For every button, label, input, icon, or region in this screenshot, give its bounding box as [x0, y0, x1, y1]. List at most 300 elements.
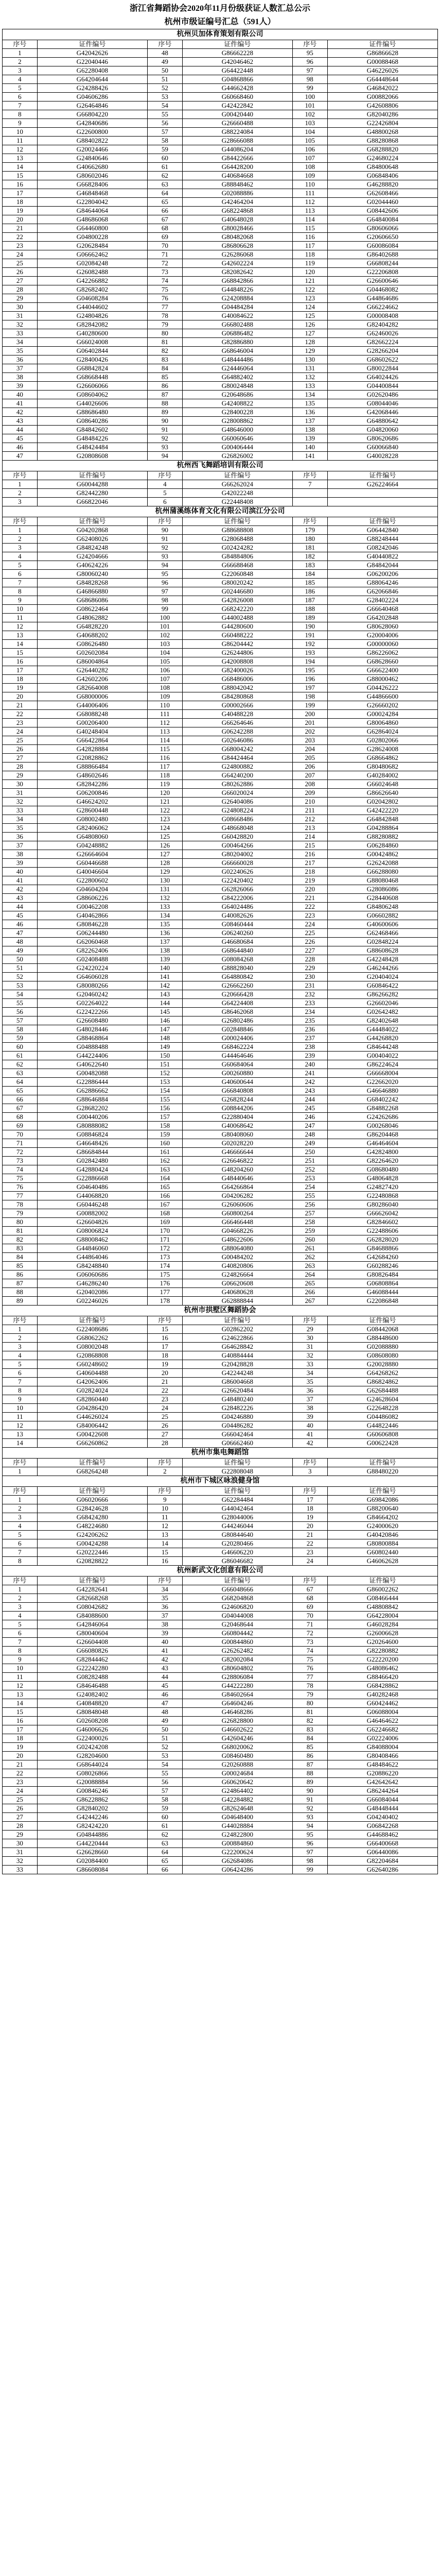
- certificate-number: G28400426: [37, 355, 147, 364]
- row-number: 82: [3, 1235, 38, 1244]
- certificate-number: G42608806: [327, 101, 437, 110]
- certificate-number: G48686068: [37, 215, 147, 224]
- certificate-number: G68224868: [182, 207, 292, 215]
- certificate-number: G08282488: [37, 1673, 147, 1682]
- row-number: 55: [147, 110, 182, 119]
- row-number: 28: [3, 1822, 38, 1831]
- certificate-number: G68424280: [37, 1513, 147, 1522]
- certificate-number: G00846246: [37, 1787, 147, 1795]
- table-row: [3, 480, 438, 489]
- row-number: 34: [147, 1585, 182, 1594]
- certificate-number: G40884444: [182, 1351, 292, 1360]
- certificate-number: G66668004: [327, 1069, 437, 1078]
- certificate-number: G44864686: [327, 294, 437, 303]
- row-number: 5: [3, 561, 38, 570]
- certificate-number: G86228862: [37, 1795, 147, 1804]
- row-number: 36: [3, 833, 38, 841]
- row-number: 116: [147, 754, 182, 762]
- certificate-number: G62888844: [182, 1297, 292, 1306]
- row-number: 215: [292, 841, 327, 850]
- row-number: 31: [3, 312, 38, 320]
- certificate-number: G26404086: [182, 798, 292, 806]
- row-number: 89: [147, 408, 182, 417]
- table-row: [3, 364, 438, 373]
- certificate-number: G80848048: [37, 1708, 147, 1717]
- table-row: [3, 1130, 438, 1139]
- certificate-number: G68462224: [182, 1043, 292, 1052]
- row-number: 80: [292, 1699, 327, 1708]
- certificate-number: G80844640: [182, 1531, 292, 1539]
- certificate-number: G00024284: [327, 710, 437, 719]
- row-number: 79: [3, 1209, 38, 1218]
- table-row: [3, 268, 438, 277]
- table-row: [3, 798, 438, 806]
- certificate-number: G66466448: [182, 1218, 292, 1227]
- row-number: 21: [3, 701, 38, 710]
- certificate-number: G80408466: [327, 1752, 437, 1760]
- row-number: 117: [147, 762, 182, 771]
- row-number: 75: [292, 1655, 327, 1664]
- row-number: 93: [147, 552, 182, 561]
- row-number: 37: [292, 1395, 327, 1404]
- row-number: 105: [292, 137, 327, 145]
- certificate-number: G24606820: [182, 1603, 292, 1612]
- certificate-number: G40028228: [327, 452, 437, 461]
- table-row: [3, 1620, 438, 1629]
- certificate-number: G42828884: [37, 745, 147, 754]
- page-footer: [2, 1874, 438, 1877]
- row-number: 38: [3, 373, 38, 382]
- certificate-number: G04868866: [182, 75, 292, 84]
- table-row: [3, 1594, 438, 1603]
- row-number: 183: [292, 561, 327, 570]
- certificate-number: G22400026: [37, 1734, 147, 1743]
- row-number: 200: [292, 710, 327, 719]
- row-number: 83: [147, 355, 182, 364]
- row-number: 35: [147, 1594, 182, 1603]
- row-number: 137: [147, 938, 182, 946]
- certificate-number: G86806628: [182, 242, 292, 250]
- row-number: 17: [3, 1725, 38, 1734]
- certificate-number: G28482226: [182, 1404, 292, 1413]
- certificate-number: G48062882: [37, 614, 147, 622]
- row-number: 45: [3, 434, 38, 443]
- certificate-number: G24826664: [182, 1270, 292, 1279]
- certificate-number: G88064080: [182, 1244, 292, 1253]
- certificate-number: G22200624: [182, 1848, 292, 1857]
- certificate-number: G80482068: [182, 233, 292, 242]
- row-number: 3: [292, 1467, 327, 1476]
- row-number: 7: [3, 1378, 38, 1386]
- certificate-number: G24288426: [37, 84, 147, 93]
- table-row: [3, 850, 438, 859]
- certificate-number: G24622866: [182, 1334, 292, 1343]
- table-row: [3, 614, 438, 622]
- table-row: [3, 1813, 438, 1822]
- row-number: 120: [147, 789, 182, 798]
- table-row: [3, 207, 438, 215]
- table-row: [3, 1034, 438, 1043]
- row-number: 34: [3, 815, 38, 824]
- table-row: [3, 399, 438, 408]
- certificate-number: G08460480: [182, 1752, 292, 1760]
- certificate-number: G66822046: [37, 498, 147, 506]
- certificate-number: G00882002: [37, 1209, 147, 1218]
- table-row: [3, 920, 438, 929]
- row-number: 47: [3, 452, 38, 461]
- certificate-number: G26082488: [37, 268, 147, 277]
- certificate-number: G86004668: [182, 1378, 292, 1386]
- certificate-number: G64604246: [182, 1699, 292, 1708]
- header-num: 序号: [292, 517, 327, 526]
- certificate-number: G66802488: [182, 320, 292, 329]
- row-number: 74: [292, 1647, 327, 1655]
- table-row: [3, 999, 438, 1008]
- certificate-number: G64422448: [182, 66, 292, 75]
- row-number: 154: [147, 1087, 182, 1095]
- row-number: 40: [3, 868, 38, 876]
- certificate-number: G44822446: [327, 1421, 437, 1430]
- table-row: [3, 1404, 438, 1413]
- row-number: 7: [3, 579, 38, 587]
- row-number: 177: [147, 1288, 182, 1297]
- certificate-number: G40600606: [327, 920, 437, 929]
- certificate-number: G68088248: [37, 710, 147, 719]
- row-number: 50: [147, 66, 182, 75]
- row-number: 13: [147, 1531, 182, 1539]
- certificate-number: G40600644: [182, 1078, 292, 1087]
- table-row: [3, 417, 438, 426]
- table-row: [3, 1699, 438, 1708]
- certificate-number: G26604408: [37, 1638, 147, 1647]
- header-cert: 证件编号: [327, 1487, 437, 1496]
- row-number: 23: [147, 1395, 182, 1404]
- row-number: 167: [147, 1200, 182, 1209]
- row-number: 44: [3, 903, 38, 911]
- row-number: 5: [3, 1620, 38, 1629]
- certificate-number: G82840202: [37, 1804, 147, 1813]
- row-number: 247: [292, 1122, 327, 1130]
- row-number: 21: [292, 1531, 327, 1539]
- certificate-number: G00464266: [182, 841, 292, 850]
- row-number: 259: [292, 1227, 327, 1235]
- row-number: 76: [292, 1664, 327, 1673]
- row-number: 18: [147, 1351, 182, 1360]
- certificate-number: G08846824: [37, 1130, 147, 1139]
- row-number: 150: [147, 1052, 182, 1060]
- row-number: 49: [147, 58, 182, 66]
- certificate-number: G00482088: [37, 1069, 147, 1078]
- certificate-number: G24680224: [327, 154, 437, 163]
- certificate-number: G42422842: [182, 101, 292, 110]
- row-number: 191: [292, 631, 327, 640]
- row-number: 225: [292, 929, 327, 938]
- row-number: 61: [3, 1052, 38, 1060]
- certificate-number: G40084622: [182, 312, 292, 320]
- table-row: [3, 1822, 438, 1831]
- row-number: [292, 489, 327, 498]
- certificate-number: G64448644: [327, 75, 437, 84]
- certificate-number: G22808048: [182, 1467, 292, 1476]
- row-number: 3: [3, 1513, 38, 1522]
- row-number: 91: [147, 426, 182, 434]
- table-row: [3, 285, 438, 294]
- certificate-number: G04640486: [37, 1183, 147, 1192]
- row-number: 24: [292, 1557, 327, 1566]
- certificate-number: G20606650: [327, 233, 437, 242]
- row-number: 170: [147, 1227, 182, 1235]
- row-number: 25: [3, 736, 38, 745]
- table-row: [3, 1743, 438, 1752]
- certificate-number: G04608284: [37, 294, 147, 303]
- certificate-number: G24262686: [327, 1113, 437, 1122]
- certificate-number: G20404024: [327, 973, 437, 981]
- certificate-number: G08042682: [37, 1603, 147, 1612]
- certificate-number: G82624648: [182, 1804, 292, 1813]
- certificate-number: G04800228: [37, 233, 147, 242]
- certificate-number: G40082626: [182, 911, 292, 920]
- row-number: 53: [3, 981, 38, 990]
- table-row: [3, 1664, 438, 1673]
- table-row: [3, 434, 438, 443]
- row-number: 40: [147, 1638, 182, 1647]
- certificate-number: G26600646: [327, 277, 437, 285]
- certificate-number: G62060468: [37, 938, 147, 946]
- table-row: [3, 990, 438, 999]
- certificate-number: G68664862: [327, 754, 437, 762]
- table-row: [3, 1734, 438, 1743]
- certificate-number: G22800602: [37, 876, 147, 885]
- row-number: 51: [147, 1734, 182, 1743]
- row-number: 30: [3, 780, 38, 789]
- certificate-number: G00024684: [182, 1769, 292, 1778]
- row-number: 57: [3, 1016, 38, 1025]
- certificate-number: G60446248: [37, 1200, 147, 1209]
- row-number: 235: [292, 1016, 327, 1025]
- certificate-number: G88480220: [327, 1467, 437, 1476]
- row-number: 237: [292, 1034, 327, 1043]
- row-number: 188: [292, 605, 327, 614]
- section-title: 杭州蒲溪练体育文化有限公司滨江分公司: [3, 506, 438, 517]
- certificate-number: G42008808: [182, 657, 292, 666]
- certificate-number: G00002666: [182, 701, 292, 710]
- table-row: [3, 789, 438, 798]
- row-number: 60: [147, 154, 182, 163]
- row-number: 22: [3, 1769, 38, 1778]
- row-number: 87: [147, 391, 182, 399]
- certificate-number: G28402224: [327, 596, 437, 605]
- certificate-number: G88248444: [327, 535, 437, 544]
- certificate-number: G88080468: [327, 876, 437, 885]
- certificate-number: G82664008: [37, 684, 147, 692]
- row-number: 9: [3, 1395, 38, 1404]
- row-number: 14: [3, 163, 38, 172]
- certificate-number: G46646880: [327, 1087, 437, 1095]
- row-number: 70: [147, 242, 182, 250]
- row-number: 121: [292, 277, 327, 285]
- row-number: 71: [147, 250, 182, 259]
- table-row: [3, 754, 438, 762]
- table-row: [3, 885, 438, 894]
- row-number: 7: [3, 101, 38, 110]
- certificate-number: G80028466: [182, 224, 292, 233]
- certificate-number: G42046462: [182, 58, 292, 66]
- row-number: 68: [3, 1113, 38, 1122]
- row-number: 71: [292, 1620, 327, 1629]
- row-number: 33: [3, 1866, 38, 1874]
- row-number: 260: [292, 1235, 327, 1244]
- row-number: 2: [3, 1334, 38, 1343]
- certificate-number: G24840646: [37, 154, 147, 163]
- table-row: [3, 233, 438, 242]
- row-number: 113: [147, 727, 182, 736]
- certificate-number: G06200846: [37, 789, 147, 798]
- certificate-number: G82262406: [37, 946, 147, 955]
- row-number: 87: [292, 1760, 327, 1769]
- certificate-number: G06808864: [327, 1279, 437, 1288]
- row-number: 162: [147, 1157, 182, 1165]
- certificate-number: G26602046: [327, 999, 437, 1008]
- table-row: [3, 1325, 438, 1334]
- row-number: 109: [292, 172, 327, 180]
- row-number: 68: [147, 224, 182, 233]
- header-row: [3, 1316, 438, 1325]
- certificate-number: G84644248: [327, 1043, 437, 1052]
- certificate-number: G00884860: [182, 1839, 292, 1848]
- row-number: 20: [3, 215, 38, 224]
- row-number: 81: [147, 338, 182, 347]
- row-number: 45: [147, 1682, 182, 1690]
- certificate-number: G44222280: [182, 1682, 292, 1690]
- row-number: 157: [147, 1113, 182, 1122]
- row-number: 72: [3, 1148, 38, 1157]
- table-row: [3, 320, 438, 329]
- certificate-number: G68628660: [327, 657, 437, 666]
- certificate-number: G68204868: [182, 1594, 292, 1603]
- certificate-number: G24800882: [182, 762, 292, 771]
- row-number: 143: [147, 990, 182, 999]
- certificate-number: G22242280: [37, 1664, 147, 1673]
- certificate-number: G84800648: [327, 163, 437, 172]
- certificate-number: G06886482: [182, 329, 292, 338]
- row-number: 5: [3, 1360, 38, 1369]
- certificate-number: G48086462: [327, 1664, 437, 1673]
- row-number: 56: [3, 1008, 38, 1016]
- certificate-number: G82404282: [327, 320, 437, 329]
- header-num: 序号: [147, 1316, 182, 1325]
- certificate-number: G84424464: [182, 754, 292, 762]
- table-row: [3, 868, 438, 876]
- row-number: 54: [147, 1760, 182, 1769]
- certificate-number: G66626042: [327, 1209, 437, 1218]
- certificate-number: G60620642: [182, 1778, 292, 1787]
- certificate-number: G60248602: [37, 1360, 147, 1369]
- row-number: 124: [292, 303, 327, 312]
- certificate-number: G00088468: [327, 58, 437, 66]
- row-number: 114: [147, 736, 182, 745]
- table-row: [3, 1244, 438, 1253]
- certificate-number: G42602206: [37, 675, 147, 684]
- table-row: [3, 806, 438, 815]
- table-row: [3, 911, 438, 920]
- certificate-number: G44224406: [37, 1052, 147, 1060]
- row-number: 35: [3, 824, 38, 833]
- certificate-number: G08668486: [182, 815, 292, 824]
- row-number: 252: [292, 1165, 327, 1174]
- certificate-number: G66422864: [37, 736, 147, 745]
- row-number: 37: [3, 364, 38, 373]
- header-num: 序号: [292, 40, 327, 49]
- row-number: 132: [292, 373, 327, 382]
- certificate-number: G00462208: [37, 903, 147, 911]
- row-number: 91: [292, 1795, 327, 1804]
- certificate-number: G28806084: [182, 1673, 292, 1682]
- table-row: [3, 1603, 438, 1612]
- certificate-number: G46226026: [327, 66, 437, 75]
- row-number: 131: [147, 885, 182, 894]
- table-row: [3, 1539, 438, 1548]
- row-number: 50: [147, 1725, 182, 1734]
- row-number: 11: [3, 614, 38, 622]
- table-row: [3, 1297, 438, 1306]
- row-number: 144: [147, 999, 182, 1008]
- certificate-number: G22886668: [37, 1174, 147, 1183]
- row-number: 8: [3, 1557, 38, 1566]
- certificate-number: G44846060: [37, 1244, 147, 1253]
- certificate-number: G40420846: [327, 1531, 437, 1539]
- table-row: [3, 833, 438, 841]
- certificate-number: G00008408: [327, 312, 437, 320]
- row-number: 75: [3, 1174, 38, 1183]
- row-number: 135: [147, 920, 182, 929]
- row-number: 42: [3, 885, 38, 894]
- certificate-number: G88042042: [182, 684, 292, 692]
- certificate-number: G60060646: [182, 434, 292, 443]
- certificate-number: G60606808: [327, 1430, 437, 1439]
- row-number: 24: [3, 250, 38, 259]
- row-number: 152: [147, 1069, 182, 1078]
- header-cert: 证件编号: [37, 1577, 147, 1585]
- table-row: [3, 128, 438, 137]
- certificate-number: G66828406: [37, 180, 147, 189]
- header-num: 序号: [292, 1577, 327, 1585]
- certificate-number: G26060606: [182, 1200, 292, 1209]
- certificate-number: G08640286: [37, 417, 147, 426]
- row-number: 78: [3, 1200, 38, 1209]
- certificate-number: G46866880: [37, 587, 147, 596]
- certificate-number: G44086204: [182, 145, 292, 154]
- section-title-row: [3, 461, 438, 471]
- table-row: [3, 973, 438, 981]
- certificate-number: G02842480: [37, 1157, 147, 1165]
- certificate-number: G64628842: [182, 1343, 292, 1351]
- table-row: [3, 242, 438, 250]
- certificate-number: G84222006: [182, 894, 292, 903]
- row-number: 106: [292, 145, 327, 154]
- certificate-number: G02642482: [327, 1008, 437, 1016]
- row-number: 85: [147, 373, 182, 382]
- table-row: [3, 780, 438, 789]
- row-number: 64: [147, 1848, 182, 1857]
- certificate-number: G40248404: [37, 727, 147, 736]
- row-number: 77: [3, 1192, 38, 1200]
- row-number: 33: [3, 329, 38, 338]
- row-number: 92: [147, 434, 182, 443]
- certificate-number: G42604246: [182, 1734, 292, 1743]
- certificate-number: G60288246: [327, 1262, 437, 1270]
- row-number: 73: [147, 268, 182, 277]
- row-number: 264: [292, 1270, 327, 1279]
